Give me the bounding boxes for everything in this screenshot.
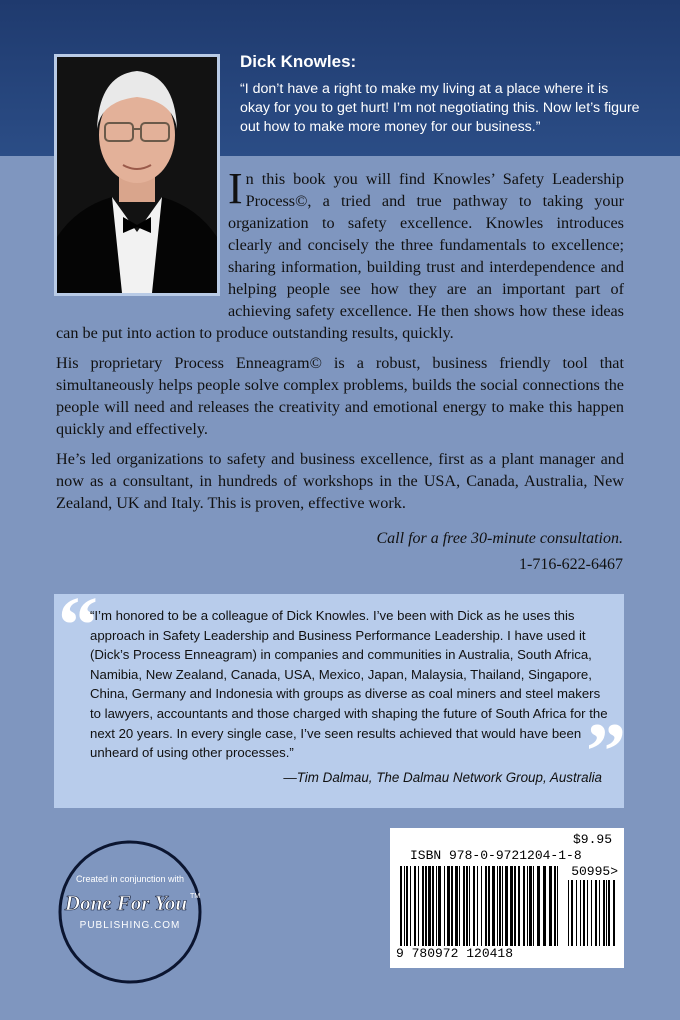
testimonial-attribution: —Tim Dalmau, The Dalmau Network Group, Australia (283, 770, 602, 785)
logo-brand: Done For You (64, 891, 188, 915)
author-name: Dick Knowles: (240, 52, 357, 71)
logo-line-3: PUBLISHING.COM (79, 920, 181, 931)
drop-cap: I (228, 164, 243, 213)
author-quote-text: “I don’t have a right to make my living at a place where it is okay for you to get hurt! I’m not negotiating this. Now let’s figure out how to make more money for our business.” (240, 81, 640, 135)
description (56, 164, 624, 522)
paragraph-3: He’s led organizations to safety and business excellence, first as a plant manager and now as a consultant, in hundreds of workshops in the USA, Canada, Australia, New Zealand, UK and Italy. This is proven, effective work. (56, 450, 624, 512)
author-quote (240, 52, 640, 137)
close-quote-icon: ” (586, 708, 626, 796)
price-addon-code: 50995> (571, 864, 618, 879)
call-to-action (377, 526, 624, 578)
logo-tm: TM (190, 893, 201, 900)
price: $9.95 (572, 832, 612, 847)
testimonial-box (54, 582, 626, 808)
open-quote-icon: “ (58, 582, 98, 670)
testimonial-text: “I’m honored to be a colleague of Dick Knowles. I’ve been with Dick as he uses this approach in Safety Leadership and Business Performance Leadership. I have used it (Dick’s Process Enneagram) in companies and communities in Australia, South Africa, Namibia, New Zealand, Canada, USA, Mexico, Japan, Malaysia, Thailand, Singapore, China, Germany and Indonesia with groups as diverse as coal miners and steel makers to lawyers, accountants and those charged with shaping the future of South Africa for the next 20 years. In every single case, I’ve seen results achieved that would have been unheard of using other processes.” (90, 608, 608, 761)
cta-line: Call for a free 30-minute consultation. (376, 530, 623, 547)
photo-wrap-spacer (56, 168, 228, 308)
logo-line-1: Created in conjunction with (75, 874, 185, 884)
barcode (390, 828, 624, 968)
publisher-logo (52, 834, 212, 994)
ean-digits: 9 780972 120418 (396, 946, 514, 961)
paragraph-1-text: n this book you will find Knowles’ Safety Leadership Process©, a tried and true pathway to taking your organization to safety excellence. Knowles introduces clearly and concisely the three fundamentals to excellence; sharing information, building trust and interdependence and helping people see how they are an important part of achieving safety excellence. He then shows how these ideas can be put into action to produce outstanding results, quickly. (56, 170, 624, 342)
phone-number: 1-716-622-6467 (519, 556, 623, 573)
paragraph-2: His proprietary Process Enneagram© is a robust, business friendly tool that simultaneously helps people solve complex problems, builds the social connections the people will need and releases the creativity and emotional energy to make this happen quickly and effectively. (56, 354, 624, 438)
isbn: ISBN 978-0-9721204-1-8 (410, 848, 582, 863)
